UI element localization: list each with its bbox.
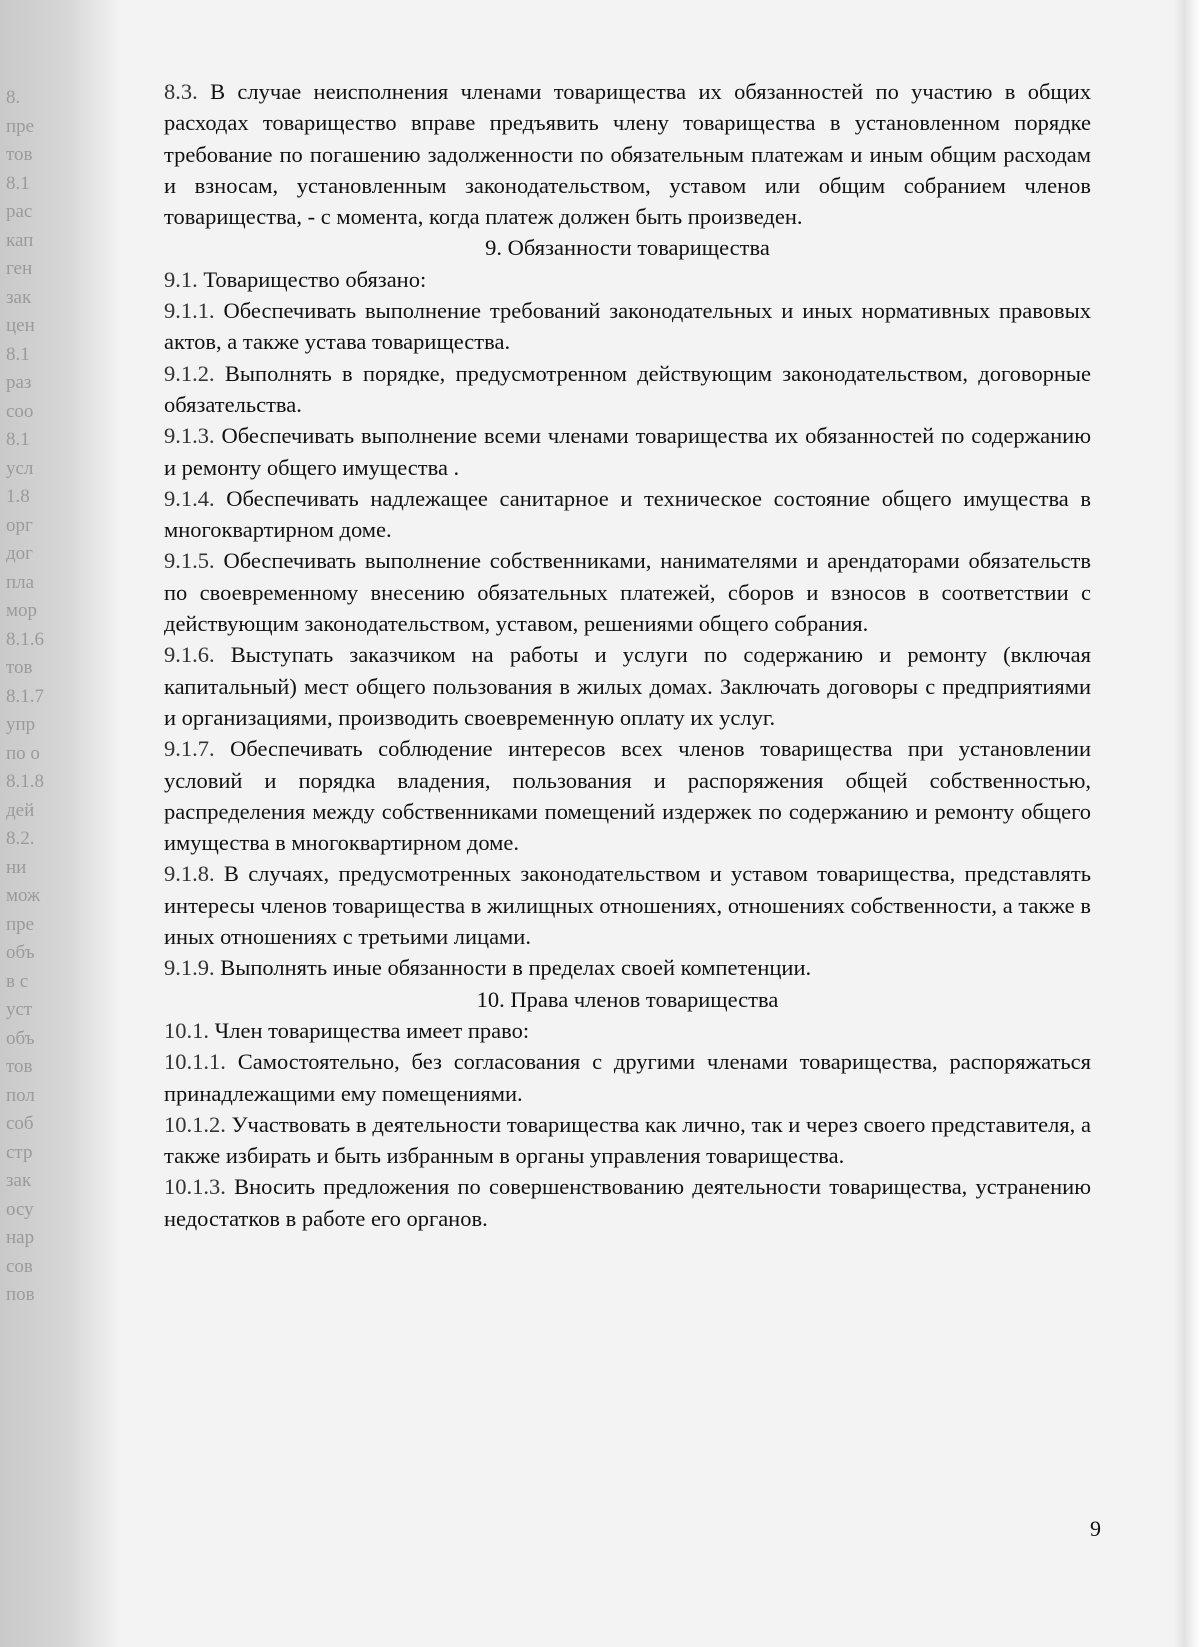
clause-text: Самостоятельно, без согласования с другими членами товарищества, распоряжаться принадлежащими ему помещениями. — [164, 1049, 1091, 1106]
previous-page-bleed-through — [6, 84, 98, 1310]
clause-number: 9.1.1. — [164, 298, 215, 324]
bleed-line: пов — [6, 1284, 35, 1305]
clause-number: 10.1. — [164, 1017, 209, 1043]
bleed-line: 8. — [6, 87, 21, 108]
bleed-line: мож — [6, 885, 41, 906]
bleed-line: 8.1 — [6, 172, 30, 194]
clause-paragraph — [164, 358, 1091, 421]
bleed-line: нар — [6, 1227, 35, 1248]
clause-paragraph — [164, 952, 1091, 983]
page-number: 9 — [1090, 1516, 1101, 1541]
bleed-line: по о — [6, 742, 40, 764]
clause-number: 9.1.3. — [164, 423, 215, 449]
bleed-line: объ — [6, 1027, 35, 1049]
clause-text: В случае неисполнения членами товарищества их обязанностей по участию в общих расходах товарищество вправе предъявить члену товарищества в установленном порядке требование по погашению задолженности по обязательным платежам и иным общим расходам и взносам, установленным законодательством, уставом или общим собранием членов товарищества, - с момента, когда платеж должен быть произведен. — [164, 79, 1092, 230]
clause-number: 9.1.9. — [164, 955, 215, 981]
bleed-line: усл — [6, 457, 34, 479]
bleed-line: тов — [6, 657, 33, 678]
bleed-line: coo — [6, 400, 34, 422]
clause-text: Член товарищества имеет право: — [214, 1017, 530, 1043]
bleed-line: уст — [6, 999, 33, 1020]
bleed-line: мор — [6, 600, 38, 621]
bleed-line: 8.1 — [6, 429, 30, 450]
clause-text: Обеспечивать выполнение собственниками, нанимателями и арендаторами обязательств по своевременному внесению обязательных платежей, сборов и взносов в соответствии с действующим законодательством, уставом, решениями общего собрания. — [164, 548, 1091, 637]
clause-number: 8.3. — [164, 79, 198, 104]
clause-text: Товарищество обязано: — [203, 266, 427, 292]
bleed-line: пре — [6, 913, 35, 935]
bleed-line: кап — [6, 229, 34, 251]
bleed-line: 8.1.6 — [6, 628, 44, 650]
clause-number: 9.1.8. — [164, 861, 215, 887]
clause-text: Выполнять иные обязанности в пределах своей компетенции. — [220, 955, 812, 981]
bleed-line: зак — [6, 286, 32, 308]
bleed-line: дог — [6, 543, 33, 564]
clause-paragraph — [164, 420, 1091, 483]
bleed-line: тов — [6, 144, 33, 165]
document-page-body — [164, 76, 1091, 1234]
bleed-line: упр — [6, 714, 36, 735]
bleed-line: объ — [6, 942, 35, 963]
section-heading: 10. Права членов товарищества — [476, 986, 779, 1012]
clause-number: 9.1.2. — [164, 360, 215, 386]
bleed-line: раз — [6, 372, 32, 393]
clause-number: 9.1.4. — [164, 485, 215, 511]
section-heading: 9. Обязанности товарищества — [485, 235, 770, 261]
clause-text: Обеспечивать выполнение всеми членами товарищества их обязанностей по содержанию и ремонту общего имущества . — [164, 423, 1091, 480]
clause-number: 10.1.1. — [164, 1049, 226, 1075]
clause-number: 9.1.6. — [164, 642, 215, 668]
bleed-line: 8.2. — [6, 828, 35, 849]
bleed-line: соб — [6, 1113, 34, 1134]
clause-paragraph — [164, 733, 1091, 858]
bleed-line: орг — [6, 514, 33, 536]
clause-text: В случаях, предусмотренных законодательством и уставом товарищества, представлять интересы членов товарищества в жилищных отношениях, отношениях собственности, а также в иных отношениях с третьими лицами. — [164, 861, 1091, 950]
clause-text: Выступать заказчиком на работы и услуги по содержанию и ремонту (включая капитальный) мест общего пользования в жилых домах. Заключать договоры с предприятиями и организациями, производить своевременную оплату их услуг. — [164, 642, 1092, 730]
clause-paragraph — [164, 1109, 1091, 1172]
bleed-line: дей — [6, 799, 35, 821]
bleed-line: пла — [6, 571, 35, 593]
clause-paragraph — [164, 1015, 1091, 1046]
clause-text: Обеспечивать надлежащее санитарное и техническое состояние общего имущества в многоквартирном доме. — [164, 485, 1091, 543]
bleed-line: пре — [6, 115, 35, 137]
clause-number: 9.1.7. — [164, 736, 215, 762]
clause-paragraph — [164, 1171, 1091, 1234]
clause-text: Участвовать в деятельности товарищества как лично, так и через своего представителя, а также избирать и быть избранным в органы управления товарищества. — [164, 1111, 1091, 1169]
clause-paragraph — [164, 264, 1091, 295]
clause-text: Выполнять в порядке, предусмотренном действующим законодательством, договорные обязательства. — [164, 360, 1092, 417]
clause-paragraph — [164, 858, 1091, 952]
clause-number: 10.1.3. — [164, 1174, 226, 1200]
clause-paragraph — [164, 545, 1091, 639]
bleed-line: пол — [6, 1084, 35, 1106]
bleed-line: стр — [6, 1141, 33, 1163]
bleed-line: ни — [6, 856, 27, 878]
clause-paragraph — [164, 483, 1091, 546]
clause-paragraph — [164, 639, 1091, 733]
clause-text: Обеспечивать соблюдение интересов всех членов товарищества при установлении условий и порядка владения, пользования и распоряжения общей собственностью, распределения между собственниками помещений издержек по содержанию и ремонту общего имущества в многоквартирном доме. — [164, 736, 1091, 856]
clause-number: 10.1.2. — [164, 1111, 226, 1137]
bleed-line: сов — [6, 1255, 33, 1277]
bleed-line: 8.1.8 — [6, 771, 44, 792]
clause-number: 9.1.5. — [164, 548, 215, 574]
bleed-line: 8.1 — [6, 343, 30, 365]
clause-text: Обеспечивать выполнение требований законодательных и иных нормативных правовых актов, а также устава товарищества. — [164, 298, 1092, 355]
bleed-line: 8.1.7 — [6, 685, 44, 707]
clause-paragraph — [164, 295, 1091, 358]
bleed-line: зак — [6, 1170, 32, 1191]
bleed-line: в с — [6, 970, 29, 992]
clause-text: Вносить предложения по совершенствованию деятельности товарищества, устранению недостатков в работе его органов. — [164, 1174, 1092, 1231]
clause-paragraph — [164, 1046, 1091, 1109]
clause-paragraph — [164, 76, 1091, 232]
clause-number: 9.1. — [164, 266, 198, 292]
bleed-line: цен — [6, 315, 35, 336]
bleed-line: тов — [6, 1056, 33, 1077]
bleed-line: 1.8 — [6, 486, 30, 507]
bleed-line: осу — [6, 1198, 34, 1220]
page-right-edge — [1174, 0, 1200, 1647]
bleed-line: рас — [6, 201, 33, 222]
bleed-line: ген — [6, 258, 33, 279]
